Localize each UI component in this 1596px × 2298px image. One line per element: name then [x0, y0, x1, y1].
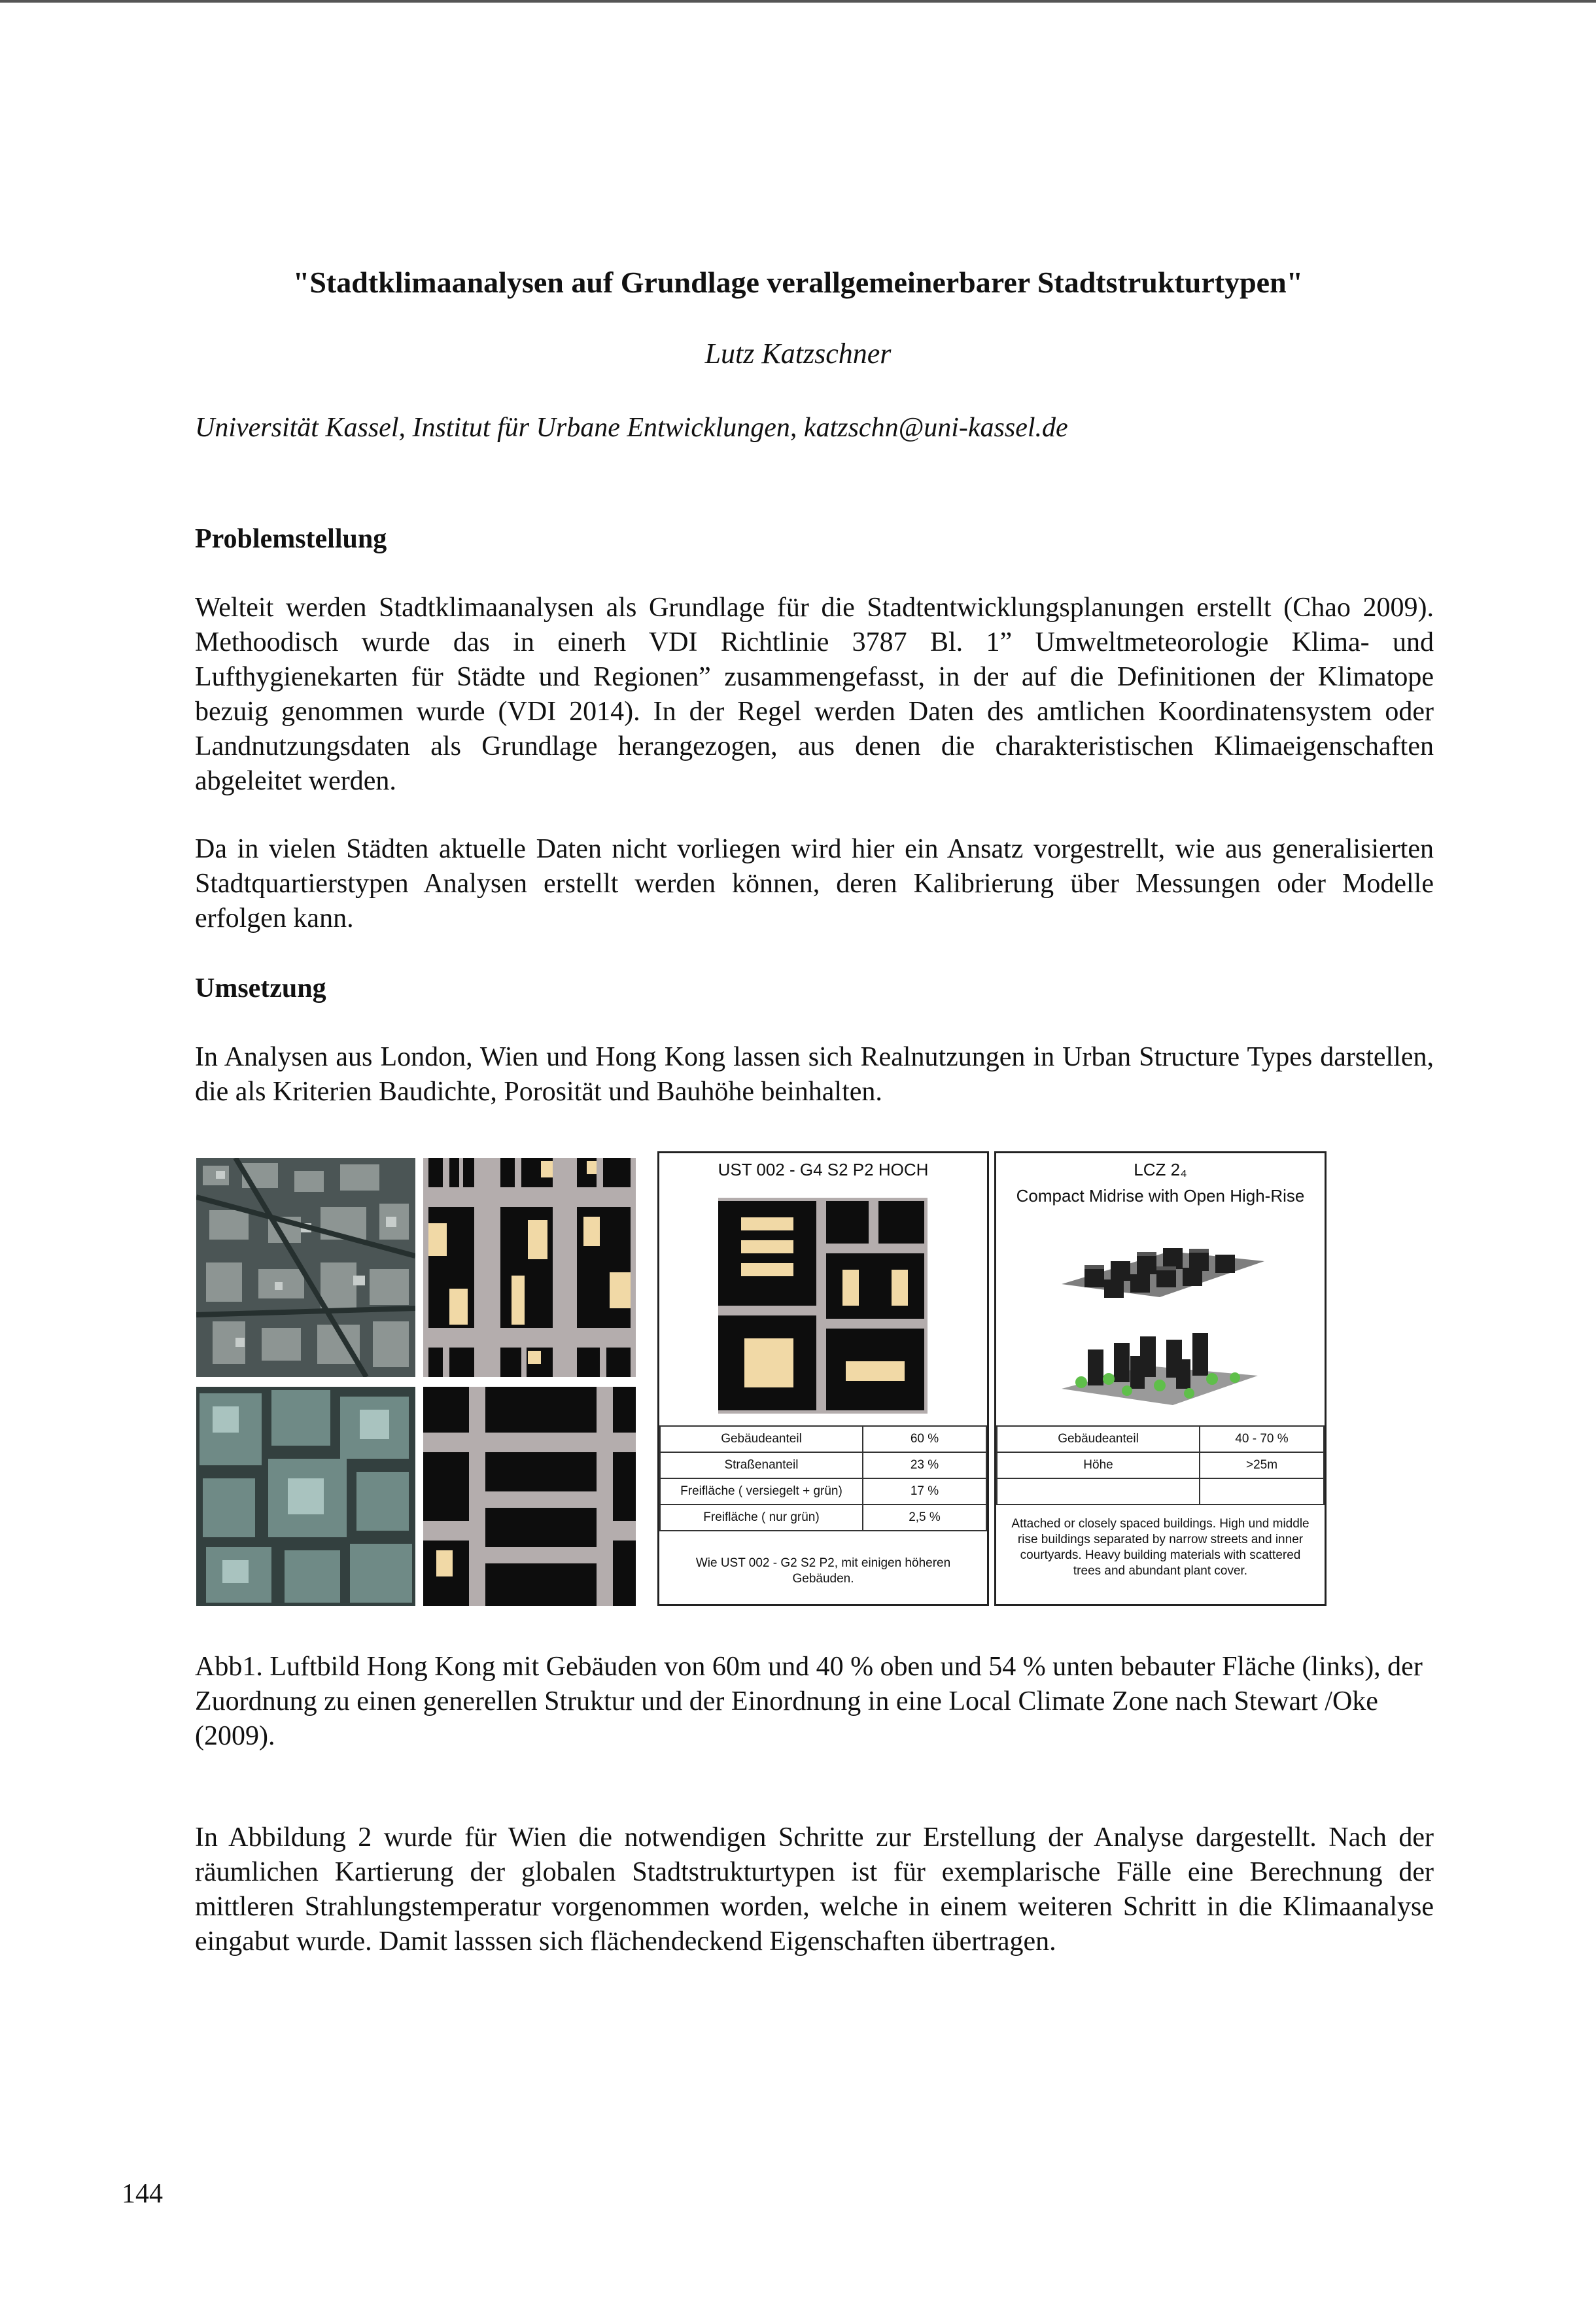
lcz-table — [996, 1425, 1325, 1505]
lcz-row-label: Höhe — [997, 1452, 1200, 1478]
paragraph-problem-2: Da in vielen Städten aktuelle Daten nicht vorliegen wird hier ein Ansatz vorgestrellt, wie aus generalisierten Stadtquartierstypen Analysen erstellt werden können, deren Kalibrierung über Messungen oder Modelle erfolgen kann. — [195, 834, 1434, 933]
ust-table — [659, 1425, 987, 1531]
ust-block-diagram — [718, 1198, 928, 1417]
lcz-row-value: >25m — [1200, 1452, 1324, 1478]
lcz-row-label: Gebäudeanteil — [997, 1426, 1200, 1452]
ust-row-value: 23 % — [863, 1452, 986, 1478]
lcz-note: Attached or closely spaced buildings. High und middle rise buildings separated by narrow streets and inner courtyards. Heavy building materials with scattered trees and abundant plant cover. — [1011, 1517, 1310, 1578]
ust-row-label: Freifläche ( nur grün) — [660, 1505, 863, 1531]
paragraph-implementation-2: In Abbildung 2 wurde für Wien die notwendigen Schritte zur Erstellung der Analyse dargestellt. Nach der räumlichen Kartierung der globalen Stadtstrukturtypen ist für exemplarische Fälle eine Berechnung der mittleren Strahlungstemperatur vorgenommen worden, welche in einem weiteren Schritt in die Klimaanalyse eingabut wurde. Damit lasssen sich flächendeckend Eigenschaften übertragen. — [195, 1822, 1434, 1957]
ust-title: UST 002 - G4 S2 P2 HOCH — [718, 1160, 929, 1179]
paper-author: Lutz Katzschner — [704, 338, 892, 370]
ust-row-value: 2,5 % — [863, 1505, 986, 1531]
figure-caption: Abb1. Luftbild Hong Kong mit Gebäuden von 60m und 40 % oben und 54 % unten bebauter Fläche (links), der Zuordnung zu einen generellen Struktur und der Einordnung in eine Local Climate Zone nach Stewart /Oke (2009). — [195, 1652, 1423, 1751]
lcz-panel — [994, 1151, 1327, 1606]
ust-note: Wie UST 002 - G2 S2 P2, mit einigen höheren Gebäuden. — [695, 1556, 951, 1586]
page-number: 144 — [122, 2179, 163, 2209]
aerial-photo-top — [196, 1158, 415, 1377]
paragraph-problem-1: Welteit werden Stadtklimaanalysen als Grundlage für die Stadtentwicklungsplanungen erstellt (Chao 2009). Methoodisch wurde das in einerh VDI Richtlinie 3787 Bl. 1” Umweltmeteorologie Klima- und Lufthygienekarten für Städte und Regionen” zusammengefasst, in der auf die Definitionen der Klimatope bezuig genommen wurde (VDI 2014). In der Regel werden Daten des amtlichen Koordinatensystem oder Landnutzungsdaten als Grundlage herangezogen, aus denen die charakteristischen Klimaeigenschaften abgeleitet werden. — [195, 593, 1434, 796]
lcz-row-label — [997, 1478, 1200, 1505]
lcz-title: LCZ 2₄ — [1134, 1160, 1187, 1179]
schematic-top — [423, 1158, 636, 1377]
section-heading-problem: Problemstellung — [195, 524, 387, 554]
aerial-photo-bottom — [196, 1387, 415, 1606]
paragraph-implementation-1: In Analysen aus London, Wien und Hong Kong lassen sich Realnutzungen in Urban Structure Types darstellen, die als Kriterien Baudichte, Porosität und Bauhöhe beinhalten. — [195, 1042, 1434, 1107]
top-rule — [0, 0, 1596, 3]
paper-title: "Stadtklimaanalysen auf Grundlage verallgemeinerbarer Stadtstrukturtypen" — [292, 266, 1304, 299]
lcz-3d-illustration — [1049, 1222, 1277, 1421]
paper-affiliation: Universität Kassel, Institut für Urbane Entwicklungen, katzschn@uni-kassel.de — [195, 413, 1068, 443]
figure-1 — [196, 1151, 1327, 1606]
lcz-row-value — [1200, 1478, 1324, 1505]
ust-row-label: Straßenanteil — [660, 1452, 863, 1478]
section-heading-implementation: Umsetzung — [195, 973, 326, 1003]
schematic-bottom — [423, 1387, 636, 1606]
ust-row-value: 60 % — [863, 1426, 986, 1452]
lcz-row-value: 40 - 70 % — [1200, 1426, 1324, 1452]
ust-row-label: Freifläche ( versiegelt + grün) — [660, 1478, 863, 1505]
ust-row-value: 17 % — [863, 1478, 986, 1505]
ust-panel — [657, 1151, 989, 1606]
ust-row-label: Gebäudeanteil — [660, 1426, 863, 1452]
lcz-subtitle: Compact Midrise with Open High-Rise — [1016, 1186, 1305, 1206]
